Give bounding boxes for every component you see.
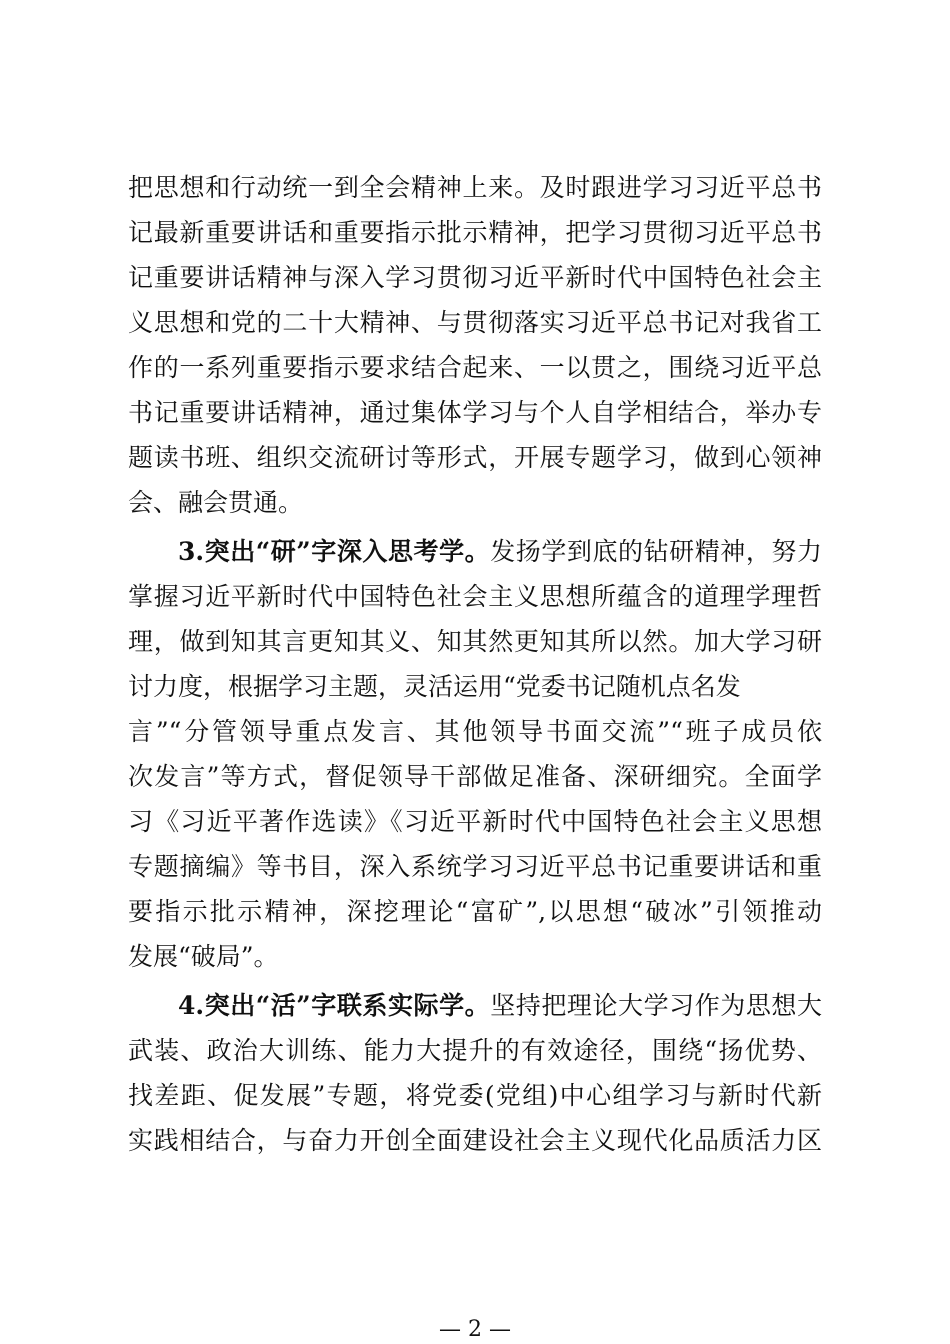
paragraph-4-first-line xyxy=(178,990,822,1022)
paragraph-1-line: 记重要讲话精神与深入学习贯彻习近平新时代中国特色社会主 xyxy=(128,263,822,292)
paragraph-1-line: 义思想和党的二十大精神、与贯彻落实习近平总书记对我省工 xyxy=(128,308,822,337)
paragraph-3-line: 习《习近平著作选读》《习近平新时代中国特色社会主义思想 xyxy=(128,807,822,836)
paragraph-3-heading: 3.突出“研”字深入思考学。 xyxy=(178,537,491,566)
paragraph-1-line: 书记重要讲话精神，通过集体学习与个人自学相结合，举办专 xyxy=(128,398,822,427)
paragraph-1-line: 记最新重要讲话和重要指示批示精神，把学习贯彻习近平总书 xyxy=(128,218,822,247)
paragraph-3-line: 发展“破局”。 xyxy=(128,942,279,971)
paragraph-3-line: 专题摘编》等书目，深入系统学习习近平总书记重要讲话和重 xyxy=(128,852,822,881)
paragraph-3-line: 言”“分管领导重点发言、其他领导书面交流”“班子成员依 xyxy=(128,717,822,746)
page-number: — 2 — xyxy=(439,1317,511,1342)
paragraph-3-line: 讨力度，根据学习主题，灵活运用“党委书记随机点名发 xyxy=(128,672,741,701)
paragraph-3-first-line xyxy=(178,536,822,568)
paragraph-4-first-line-text: 坚持把理论大学习作为思想大 xyxy=(490,991,823,1020)
paragraph-3-line: 掌握习近平新时代中国特色社会主义思想所蕴含的道理学理哲 xyxy=(128,582,822,611)
paragraph-1-line: 题读书班、组织交流研讨等形式，开展专题学习，做到心领神 xyxy=(128,443,822,472)
paragraph-1-line: 把思想和行动统一到全会精神上来。及时跟进学习习近平总书 xyxy=(128,173,822,202)
paragraph-3-first-line-text: 发扬学到底的钻研精神，努力 xyxy=(490,537,823,566)
paragraph-4-heading: 4.突出“活”字联系实际学。 xyxy=(178,991,491,1020)
paragraph-1-line: 作的一系列重要指示要求结合起来、一以贯之，围绕习近平总 xyxy=(128,353,822,382)
paragraph-3-line: 次发言”等方式，督促领导干部做足准备、深研细究。全面学 xyxy=(128,762,822,791)
paragraph-3-line: 要指示批示精神，深挖理论“富矿”,以思想“破冰”引领推动 xyxy=(128,897,822,926)
paragraph-4-line: 实践相结合，与奋力开创全面建设社会主义现代化品质活力区 xyxy=(128,1126,822,1155)
paragraph-4-line: 找差距、促发展”专题，将党委(党组)中心组学习与新时代新 xyxy=(128,1081,822,1110)
paragraph-1-line: 会、融会贯通。 xyxy=(128,488,304,517)
paragraph-3-line: 理，做到知其言更知其义、知其然更知其所以然。加大学习研 xyxy=(128,627,822,656)
paragraph-4-line: 武装、政治大训练、能力大提升的有效途径，围绕“扬优势、 xyxy=(128,1036,822,1065)
